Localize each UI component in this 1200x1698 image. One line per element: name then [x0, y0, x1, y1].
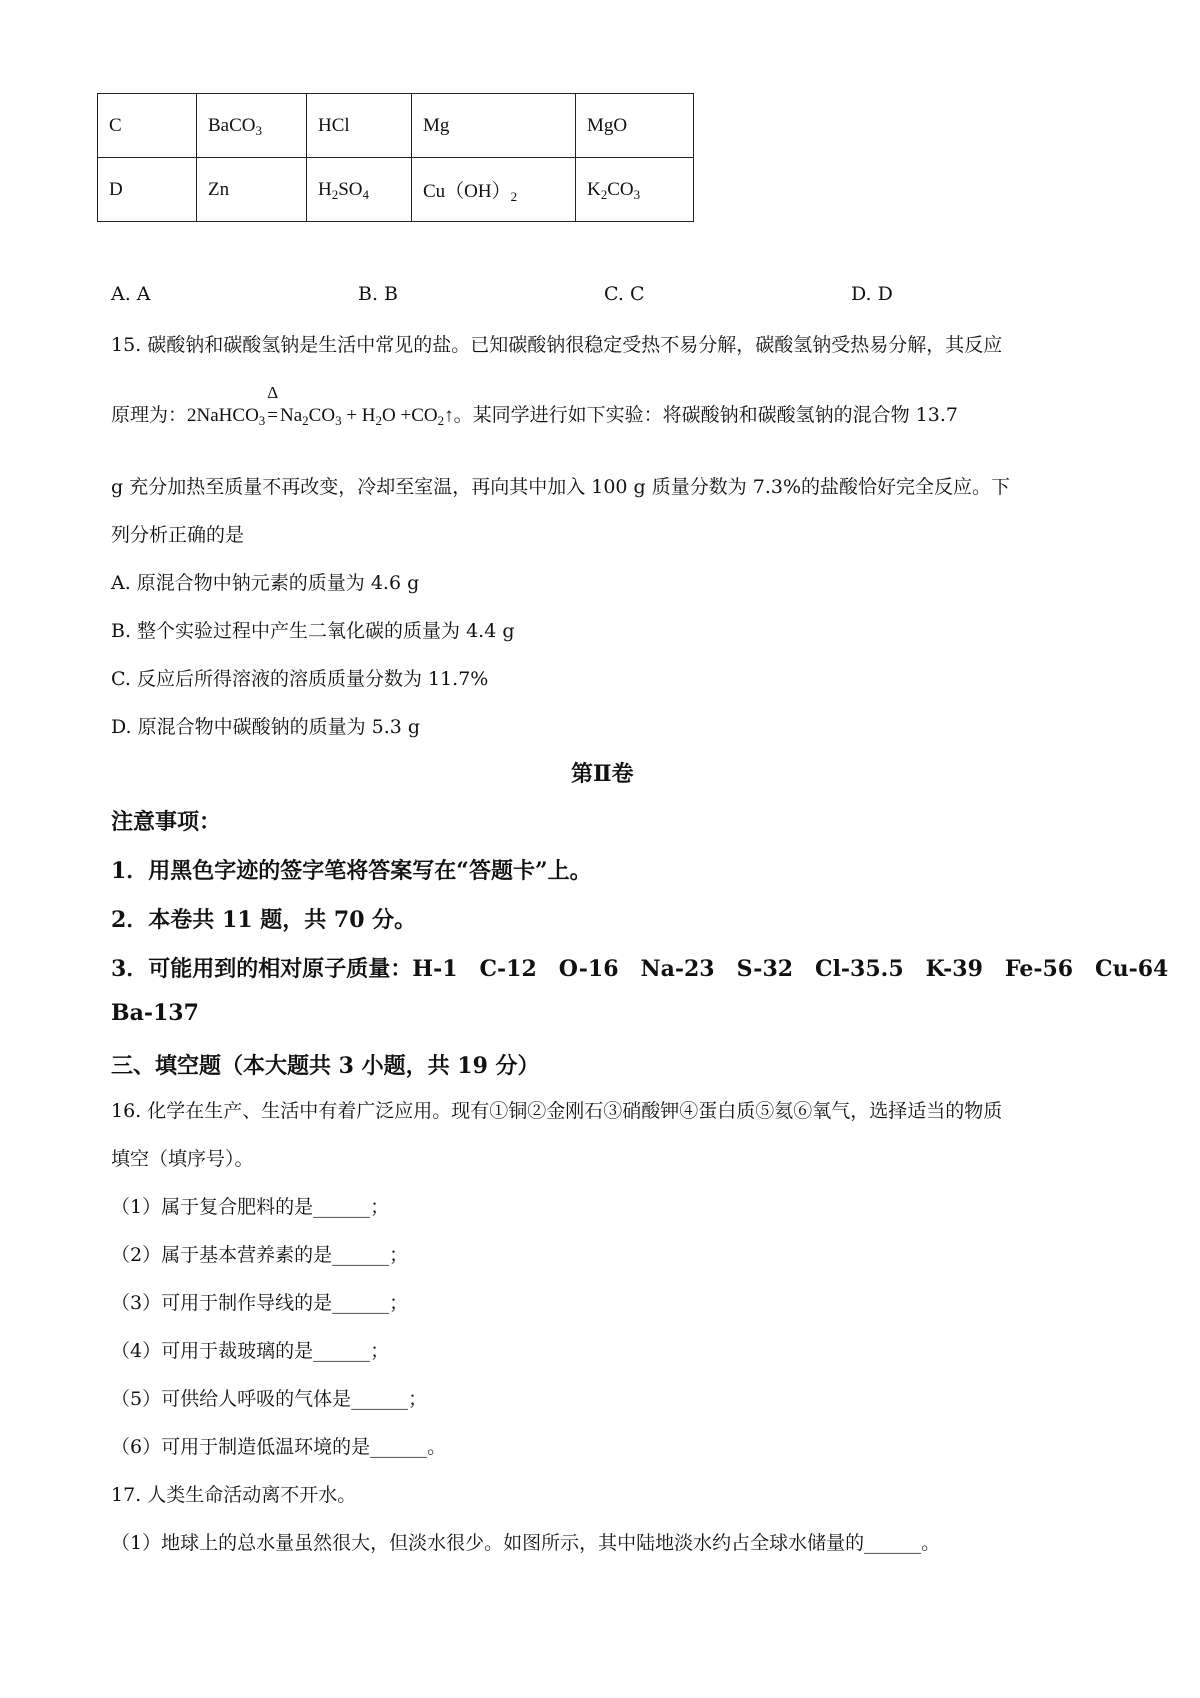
table-cell: $H_2SO_4$ — [307, 158, 412, 222]
q16-item-6: （6）可用于制造低温环境的是______。 — [111, 1436, 447, 1458]
table-cell: C — [98, 94, 197, 158]
q17-stem: 17. 人类生命活动离不开水。 — [111, 1484, 357, 1506]
q15-stem-line1: 15. 碳酸钠和碳酸氢钠是生活中常见的盐。已知碳酸钠很稳定受热不易分解，碳酸氢钠受热易分解，其反应 — [111, 334, 1003, 356]
table-cell: BaCO$_3$ — [197, 94, 307, 158]
note-2: 2．本卷共 11 题，共 70 分。 — [111, 907, 417, 933]
q15-option-c: C. 反应后所得溶液的溶质质量分数为 11.7% — [111, 668, 489, 690]
q15-stem-line2 — [111, 383, 958, 428]
q16-item-4: （4）可用于裁玻璃的是______； — [111, 1340, 390, 1362]
table-cell: Zn — [197, 158, 307, 222]
options-table — [97, 93, 694, 222]
table-cell: D — [98, 158, 197, 222]
heat-symbol: Δ — [267, 383, 279, 402]
q15-stem-line4: 列分析正确的是 — [111, 524, 245, 546]
q15-option-d: D. 原混合物中碳酸钠的质量为 5.3 g — [111, 716, 421, 738]
table-row — [98, 94, 694, 158]
note-1: 1．用黑色字迹的签字笔将答案写在“答题卡”上。 — [111, 858, 592, 884]
table-cell: $K_2CO_3$ — [576, 158, 694, 222]
q15-option-b: B. 整个实验过程中产生二氧化碳的质量为 4.4 g — [111, 620, 515, 642]
note-3: 3．可能用到的相对原子质量：H-1 C-12 O-16 Na-23 S-32 Cl-35.5 K-39 Fe-56 Cu-64 — [111, 956, 1169, 982]
table-cell: Mg — [412, 94, 576, 158]
q14-option-d: D. D — [851, 283, 893, 305]
table-cell: HCl — [307, 94, 412, 158]
note-3-continued: Ba-137 — [111, 1000, 199, 1026]
q16-stem-line2: 填空（填序号）。 — [111, 1148, 254, 1170]
section-title: 第Ⅱ卷 — [571, 761, 634, 787]
table-cell: MgO — [576, 94, 694, 158]
q15-prefix: 原理为： — [111, 404, 188, 426]
q14-option-b: B. B — [358, 283, 399, 305]
q16-item-3: （3）可用于制作导线的是______； — [111, 1292, 409, 1314]
q16-item-1: （1）属于复合肥料的是______； — [111, 1196, 390, 1218]
q17-item-1: （1）地球上的总水量虽然很大，但淡水很少。如图所示，其中陆地淡水约占全球水储量的______。 — [111, 1532, 941, 1554]
q15-suffix: 。某同学进行如下实验：将碳酸钠和碳酸氢钠的混合物 13.7 — [453, 404, 958, 426]
table-cell: $Cu(OH)_2$ — [412, 158, 576, 222]
part-heading: 三、填空题（本大题共 3 小题，共 19 分） — [111, 1053, 540, 1079]
table-row — [98, 158, 694, 222]
q15-option-a: A. 原混合物中钠元素的质量为 4.6 g — [111, 572, 420, 594]
q16-item-5: （5）可供给人呼吸的气体是______； — [111, 1388, 428, 1410]
q14-option-a: A. A — [111, 283, 151, 305]
q15-stem-line3: g 充分加热至质量不再改变，冷却至室温，再向其中加入 100 g 质量分数为 7.3%的盐酸恰好完全反应。下 — [111, 476, 1011, 498]
q16-stem-line1: 16. 化学在生产、生活中有着广泛应用。现有①铜②金刚石③硝酸钾④蛋白质⑤氦⑥氧气，选择适当的物质 — [111, 1100, 1003, 1122]
q16-item-2: （2）属于基本营养素的是______； — [111, 1244, 409, 1266]
notes-title: 注意事项： — [111, 809, 222, 835]
q14-option-c: C. C — [604, 283, 645, 305]
reaction-equation: 2NaHCO$_3$ Δ = $Na_2CO_3 + H_2O$ $+CO_2↑$ — [187, 383, 454, 428]
